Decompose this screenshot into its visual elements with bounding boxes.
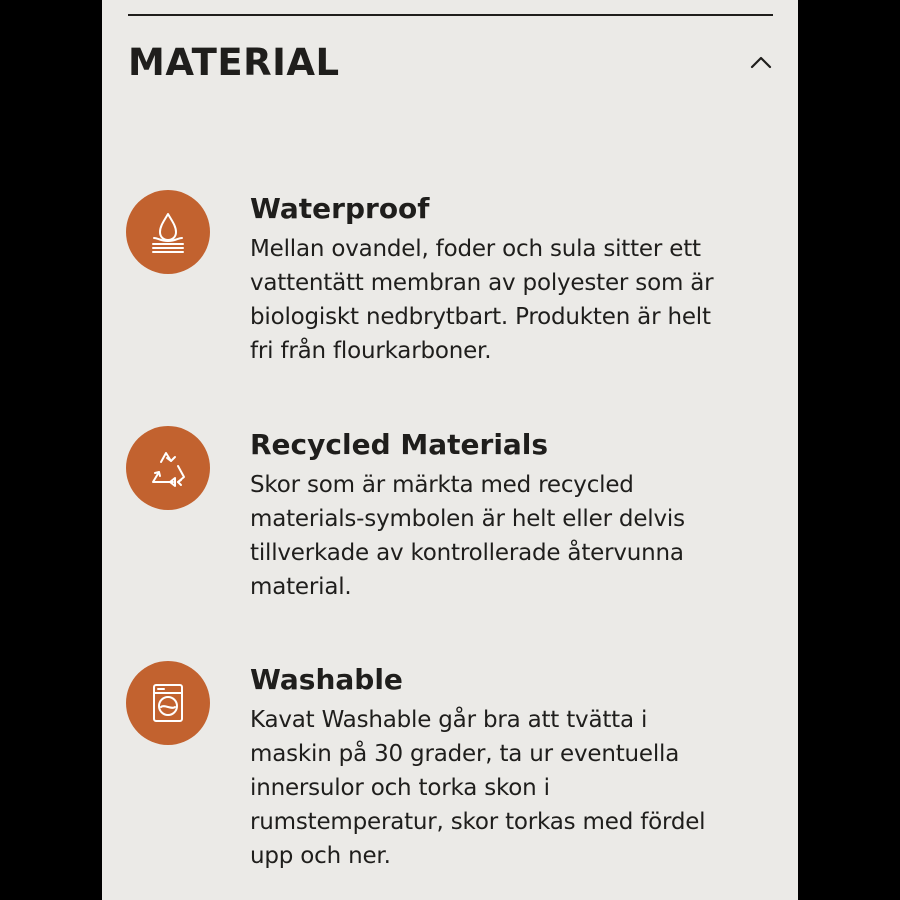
feature-description: Kavat Washable går bra att tvätta i maskin på 30 grader, ta ur eventuella innersulor och torka skon i rumstemperatur, skor torkas med fördel upp och ner.	[250, 707, 706, 869]
material-accordion-header[interactable]	[128, 34, 773, 90]
washing-machine-icon	[126, 661, 210, 745]
feature-title: Washable	[250, 663, 403, 696]
chevron-up-icon[interactable]	[749, 50, 773, 74]
material-panel	[102, 0, 798, 900]
water-drop-icon	[126, 190, 210, 274]
feature-description: Mellan ovandel, foder och sula sitter ett vattentätt membran av polyester som är biologiskt nedbrytbart. Produkten är helt fri från flourkarboner.	[250, 236, 714, 364]
recycle-icon	[126, 426, 210, 510]
feature-description: Skor som är märkta med recycled materials-symbolen är helt eller delvis tillverkade av kontrollerade återvunna material.	[250, 472, 685, 600]
section-title: MATERIAL	[128, 40, 340, 84]
feature-title: Recycled Materials	[250, 428, 549, 461]
feature-title: Waterproof	[250, 192, 430, 225]
divider	[128, 14, 773, 16]
